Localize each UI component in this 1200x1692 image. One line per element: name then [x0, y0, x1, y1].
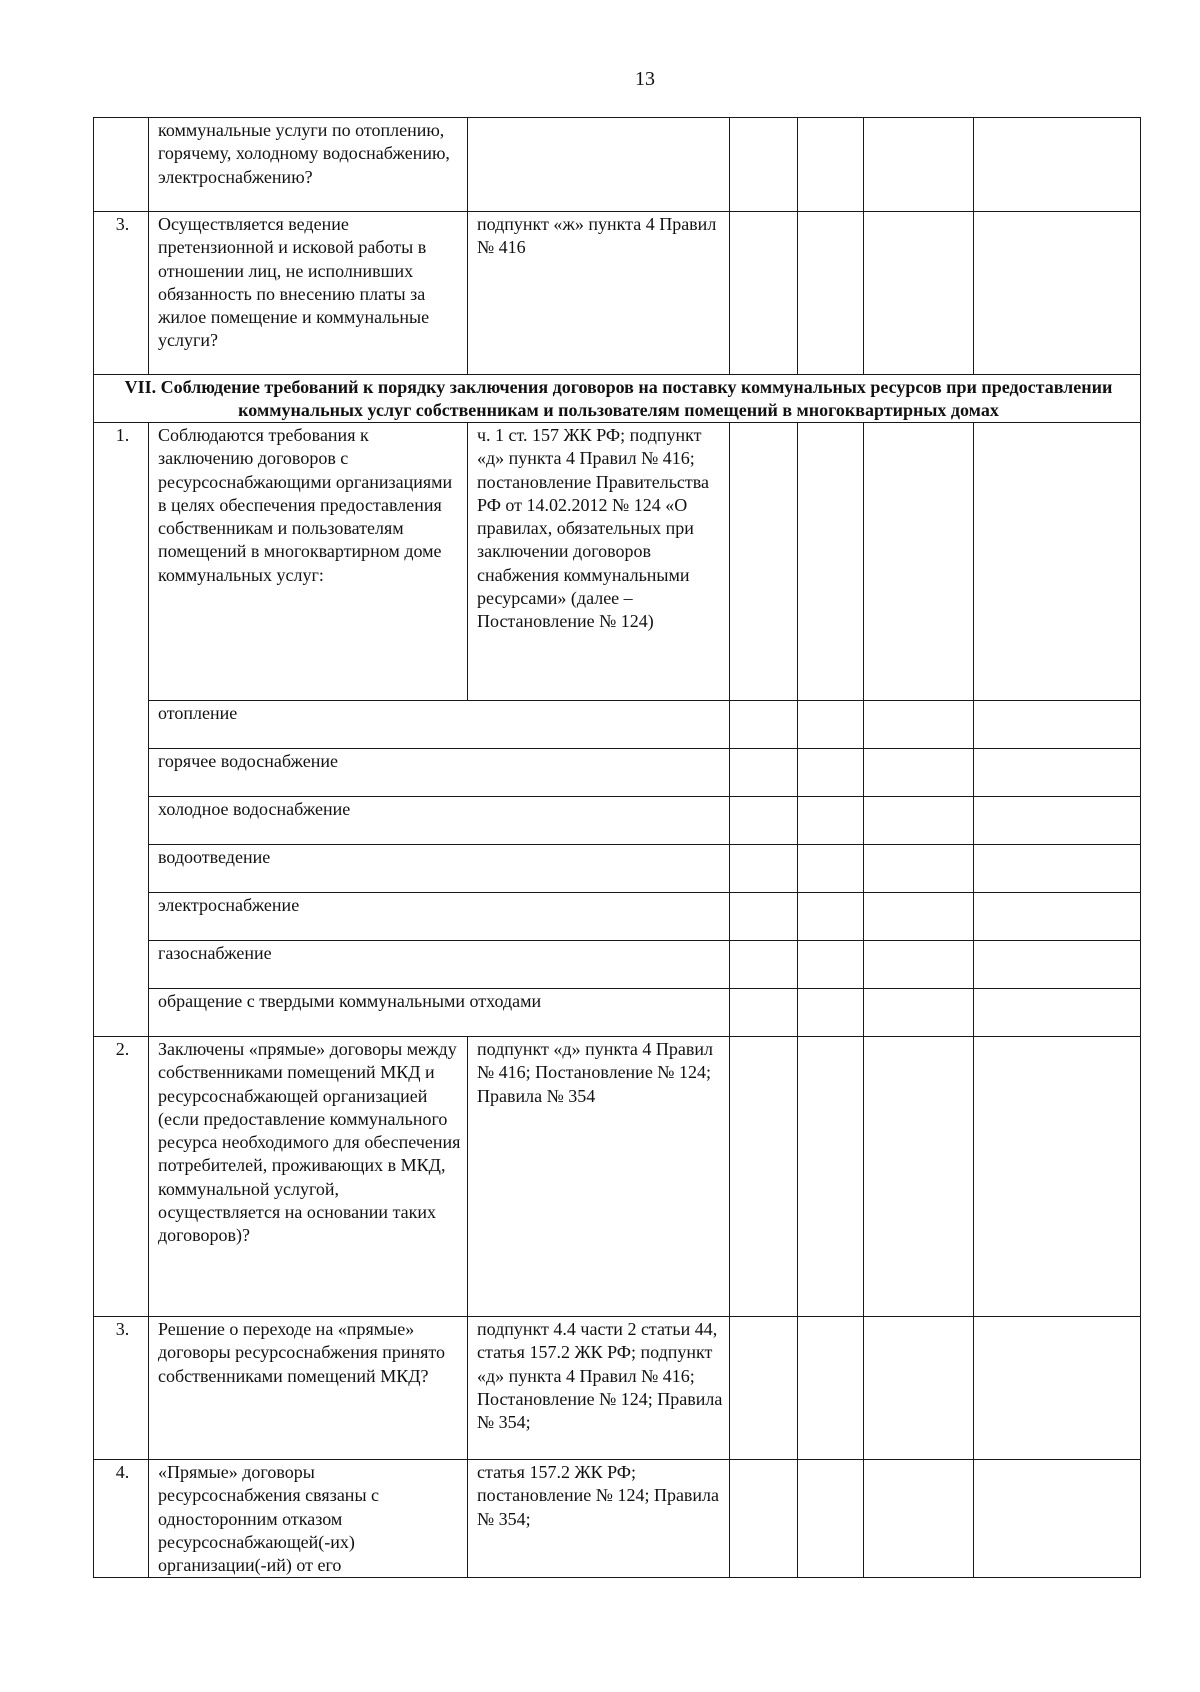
yes-cell: [730, 845, 798, 893]
note-cell: [974, 941, 1141, 989]
question-cell: Соблюдаются требования к заключению договоров с ресурсоснабжающими организациями в целях обеспечения предоставления собственникам и пользователям помещений в многоквартирном доме коммунальных услуг:: [149, 423, 468, 701]
legal-basis-cell: подпункт 4.4 части 2 статьи 44, статья 157.2 ЖК РФ; подпункт «д» пункта 4 Правил № 416; Постановление № 124; Правила № 354;: [468, 1317, 730, 1460]
not-applicable-cell: [864, 893, 974, 941]
yes-cell: [730, 941, 798, 989]
no-cell: [798, 1037, 864, 1317]
yes-cell: [730, 893, 798, 941]
no-cell: [798, 701, 864, 749]
no-cell: [798, 845, 864, 893]
question-cell: Решение о переходе на «прямые» договоры ресурсоснабжения принято собственниками помещений МКД?: [149, 1317, 468, 1460]
subitem-label: отопление: [149, 701, 730, 749]
note-cell: [974, 893, 1141, 941]
row-number: 3.: [94, 1317, 149, 1460]
legal-basis-cell: [468, 118, 730, 212]
subitem-label: газоснабжение: [149, 941, 730, 989]
note-cell: [974, 212, 1141, 375]
subitem-label: обращение с твердыми коммунальными отходами: [149, 989, 730, 1037]
not-applicable-cell: [864, 1317, 974, 1460]
yes-cell: [730, 797, 798, 845]
yes-cell: [730, 212, 798, 375]
table-row: [94, 118, 1141, 212]
no-cell: [798, 941, 864, 989]
not-applicable-cell: [864, 423, 974, 701]
note-cell: [974, 1317, 1141, 1460]
yes-cell: [730, 423, 798, 701]
subitem-row: [94, 701, 1141, 749]
checklist-table: [93, 117, 1141, 1578]
note-cell: [974, 423, 1141, 701]
legal-basis-cell: подпункт «ж» пункта 4 Правил № 416: [468, 212, 730, 375]
subitem-row: [94, 989, 1141, 1037]
section-header-row: [94, 375, 1141, 423]
note-cell: [974, 749, 1141, 797]
yes-cell: [730, 118, 798, 212]
not-applicable-cell: [864, 797, 974, 845]
table-row: [94, 1317, 1141, 1460]
yes-cell: [730, 1317, 798, 1460]
note-cell: [974, 797, 1141, 845]
row-number: 1.: [94, 423, 149, 1037]
table-row: [94, 423, 1141, 701]
yes-cell: [730, 749, 798, 797]
note-cell: [974, 989, 1141, 1037]
table-row: [94, 212, 1141, 375]
not-applicable-cell: [864, 749, 974, 797]
page-number: 13: [635, 68, 655, 90]
no-cell: [798, 797, 864, 845]
not-applicable-cell: [864, 701, 974, 749]
note-cell: [974, 1460, 1141, 1578]
subitem-row: [94, 893, 1141, 941]
no-cell: [798, 749, 864, 797]
question-cell: Заключены «прямые» договоры между собственниками помещений МКД и ресурсоснабжающей организацией (если предоставление коммунального ресурса необходимого для обеспечения потребителей, проживающих в МКД, коммунальной услугой, осуществляется на основании таких договоров)?: [149, 1037, 468, 1317]
table-row: [94, 1460, 1141, 1578]
no-cell: [798, 1460, 864, 1578]
note-cell: [974, 1037, 1141, 1317]
no-cell: [798, 118, 864, 212]
yes-cell: [730, 1460, 798, 1578]
subitem-label: электроснабжение: [149, 893, 730, 941]
note-cell: [974, 701, 1141, 749]
no-cell: [798, 893, 864, 941]
subitem-label: холодное водоснабжение: [149, 797, 730, 845]
note-cell: [974, 845, 1141, 893]
not-applicable-cell: [864, 941, 974, 989]
no-cell: [798, 212, 864, 375]
no-cell: [798, 1317, 864, 1460]
no-cell: [798, 989, 864, 1037]
not-applicable-cell: [864, 212, 974, 375]
question-cell: коммунальные услуги по отоплению, горячему, холодному водоснабжению, электроснабжению?: [149, 118, 468, 212]
row-number: 3.: [94, 212, 149, 375]
subitem-label: горячее водоснабжение: [149, 749, 730, 797]
row-number: 4.: [94, 1460, 149, 1578]
table-row: [94, 1037, 1141, 1317]
yes-cell: [730, 1037, 798, 1317]
row-number: [94, 118, 149, 212]
subitem-row: [94, 941, 1141, 989]
yes-cell: [730, 989, 798, 1037]
legal-basis-cell: подпункт «д» пункта 4 Правил № 416; Постановление № 124; Правила № 354: [468, 1037, 730, 1317]
not-applicable-cell: [864, 989, 974, 1037]
question-cell: Осуществляется ведение претензионной и исковой работы в отношении лиц, не исполнивших обязанность по внесению платы за жилое помещение и коммунальные услуги?: [149, 212, 468, 375]
subitem-row: [94, 749, 1141, 797]
no-cell: [798, 423, 864, 701]
not-applicable-cell: [864, 1460, 974, 1578]
not-applicable-cell: [864, 118, 974, 212]
subitem-label: водоотведение: [149, 845, 730, 893]
legal-basis-cell: статья 157.2 ЖК РФ; постановление № 124; Правила № 354;: [468, 1460, 730, 1578]
question-cell: «Прямые» договоры ресурсоснабжения связаны с односторонним отказом ресурсоснабжающей(-их) организации(-ий) от его: [149, 1460, 468, 1578]
legal-basis-cell: ч. 1 ст. 157 ЖК РФ; подпункт «д» пункта 4 Правил № 416; постановление Правительства РФ от 14.02.2012 № 124 «О правилах, обязательных при заключении договоров снабжения коммунальными ресурсами» (далее – Постановление № 124): [468, 423, 730, 701]
subitem-row: [94, 797, 1141, 845]
yes-cell: [730, 701, 798, 749]
section-title: VII. Соблюдение требований к порядку заключения договоров на поставку коммунальных ресурсов при предоставлении коммунальных услуг собственникам и пользователям помещений в многоквартирных домах: [94, 375, 1141, 423]
row-number: 2.: [94, 1037, 149, 1317]
note-cell: [974, 118, 1141, 212]
subitem-row: [94, 845, 1141, 893]
not-applicable-cell: [864, 1037, 974, 1317]
not-applicable-cell: [864, 845, 974, 893]
